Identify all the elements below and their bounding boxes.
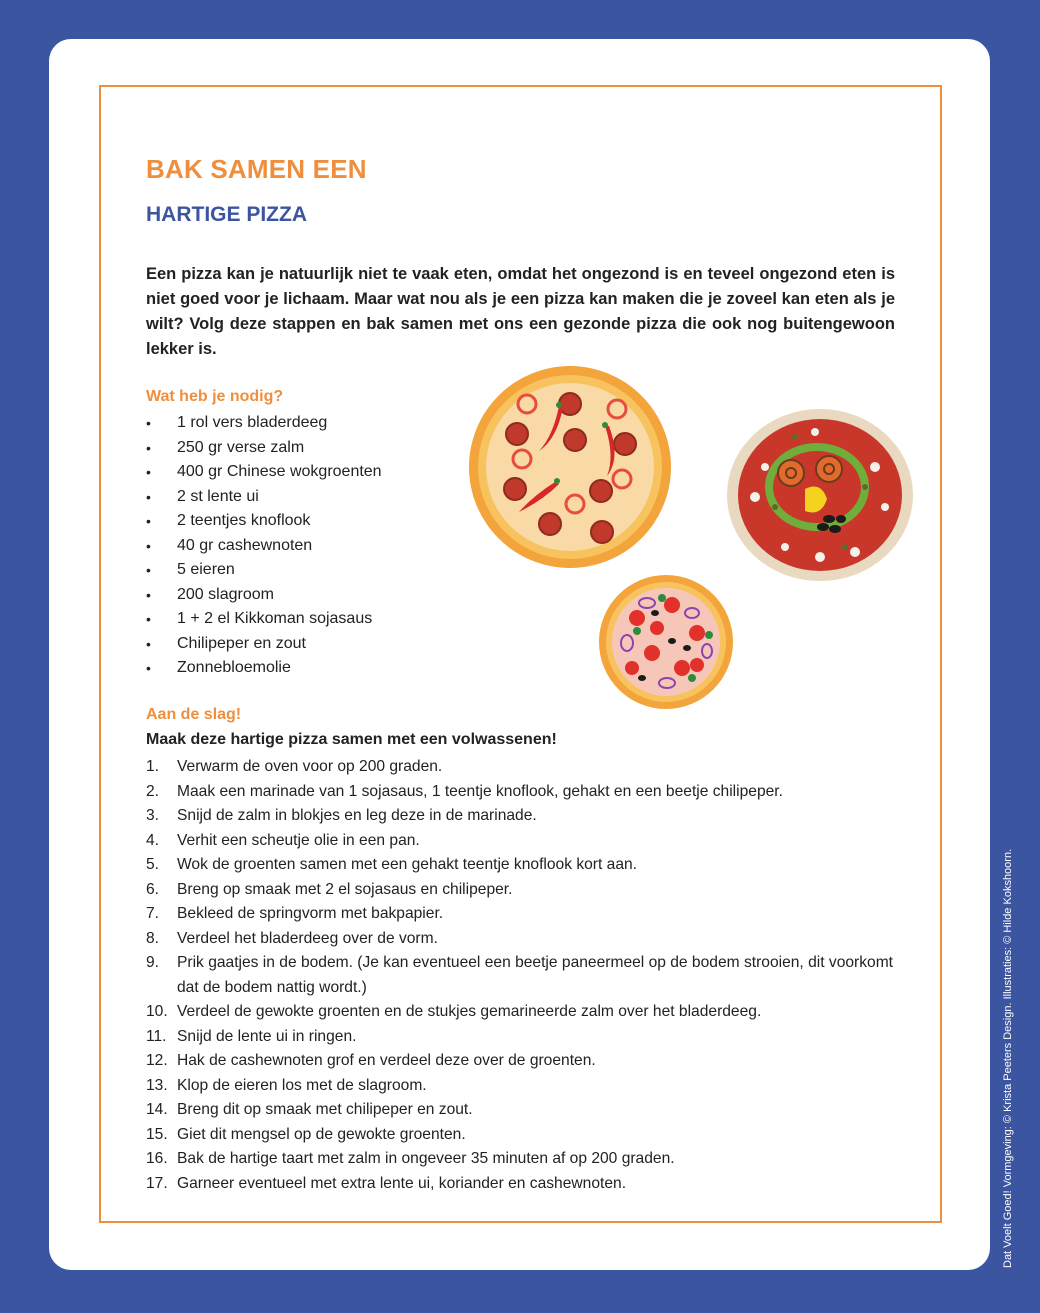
ingredient-item: [146, 558, 382, 583]
page-title: BAK SAMEN EEN: [146, 154, 367, 184]
step-number: 1.: [146, 758, 160, 775]
step-number: 7.: [146, 905, 160, 922]
ingredient-text: 200 slagroom: [177, 585, 274, 603]
ingredients-list: [146, 411, 382, 681]
ingredients-heading: Wat heb je nodig?: [146, 388, 284, 405]
step-text: Snijd de zalm in blokjes en leg deze in de marinade.: [177, 807, 537, 824]
instructions-list: [146, 755, 906, 1196]
ingredient-item: [146, 632, 382, 657]
instruction-step: [146, 927, 906, 952]
ingredient-item: [146, 583, 382, 608]
instructions-heading: Aan de slag!: [146, 706, 242, 723]
step-number: 12.: [146, 1052, 168, 1069]
step-text: Prik gaatjes in de bodem. (Je kan eventueel een beetje paneermeel op de bodem strooien, dit voorkomt dat de bodem nattig wordt.): [177, 954, 894, 996]
ingredient-item: [146, 534, 382, 559]
step-number: 4.: [146, 831, 160, 849]
bullet-icon: •: [146, 488, 151, 505]
step-text: Snijd de lente ui in ringen.: [177, 1027, 357, 1045]
step-number: 14.: [146, 1101, 168, 1118]
step-text: Giet dit mengsel op de gewokte groenten.: [177, 1125, 466, 1143]
instruction-step: [146, 951, 906, 1000]
tomato-olive-pizza-image: [597, 573, 735, 711]
step-text: Verdeel de gewokte groenten en de stukjes gemarineerde zalm over het bladerdeeg.: [177, 1003, 762, 1020]
step-text: Bekleed de springvorm met bakpapier.: [177, 905, 444, 922]
instructions-subheading: Maak deze hartige pizza samen met een volwassenen!: [146, 731, 557, 748]
bullet-icon: •: [146, 635, 151, 652]
bullet-icon: •: [146, 537, 151, 554]
instruction-step: [146, 902, 906, 927]
ingredient-text: 400 gr Chinese wokgroenten: [177, 463, 382, 480]
face-pizza-image: [725, 407, 915, 583]
step-number: 15.: [146, 1125, 168, 1143]
step-text: Bak de hartige taart met zalm in ongeveer 35 minuten af op 200 graden.: [177, 1150, 675, 1167]
step-text: Maak een marinade van 1 sojasaus, 1 teentje knoflook, gehakt en een beetje chilipeper.: [177, 782, 783, 800]
instruction-step: [146, 829, 906, 854]
step-number: 6.: [146, 880, 160, 898]
instruction-step: [146, 1123, 906, 1148]
ingredient-text: 250 gr verse zalm: [177, 438, 305, 456]
instruction-step: [146, 755, 906, 780]
instruction-step: [146, 878, 906, 903]
ingredient-text: 2 teentjes knoflook: [177, 512, 311, 529]
instruction-step: [146, 1172, 906, 1197]
ingredient-item: [146, 436, 382, 461]
bullet-icon: •: [146, 562, 151, 578]
ingredient-text: 5 eieren: [177, 561, 235, 578]
bullet-icon: •: [146, 415, 151, 431]
step-text: Klop de eieren los met de slagroom.: [177, 1076, 427, 1094]
step-number: 16.: [146, 1150, 168, 1167]
bullet-icon: •: [146, 611, 151, 627]
bullet-icon: •: [146, 464, 151, 480]
ingredient-item: [146, 607, 382, 632]
bullet-icon: •: [146, 660, 151, 676]
ingredient-text: 2 st lente ui: [177, 487, 259, 505]
ingredient-item: [146, 509, 382, 534]
instruction-step: [146, 780, 906, 805]
ingredient-text: 1 + 2 el Kikkoman sojasaus: [177, 610, 373, 627]
page-subtitle: HARTIGE PIZZA: [146, 203, 307, 226]
ingredient-text: 40 gr cashewnoten: [177, 536, 313, 554]
instruction-step: [146, 853, 906, 878]
ingredient-item: [146, 411, 382, 436]
ingredient-item: [146, 485, 382, 510]
step-number: 2.: [146, 782, 160, 800]
bullet-icon: •: [146, 439, 151, 456]
step-text: Wok de groenten samen met een gehakt teentje knoflook kort aan.: [177, 856, 638, 873]
step-text: Verdeel het bladerdeeg over de vorm.: [177, 929, 438, 947]
step-number: 3.: [146, 807, 160, 824]
instruction-step: [146, 1074, 906, 1099]
step-text: Hak de cashewnoten grof en verdeel deze over de groenten.: [177, 1052, 596, 1069]
pepperoni-pizza-image: [467, 364, 673, 570]
step-text: Breng dit op smaak met chilipeper en zout.: [177, 1101, 473, 1118]
step-number: 13.: [146, 1076, 168, 1094]
ingredient-text: Chilipeper en zout: [177, 634, 306, 652]
step-text: Breng op smaak met 2 el sojasaus en chilipeper.: [177, 880, 513, 898]
intro-paragraph: Een pizza kan je natuurlijk niet te vaak eten, omdat het ongezond is en teveel ongezond eten is niet goed voor je lichaam. Maar wat nou als je een pizza kan maken die je zoveel kan eten als je wilt? Volg deze stappen en bak samen met ons een gezonde pizza die ook nog buitengewoon lekker is.: [146, 265, 895, 358]
step-text: Verhit een scheutje olie in een pan.: [177, 831, 420, 849]
ingredient-text: Zonnebloemolie: [177, 659, 291, 676]
step-number: 11.: [146, 1027, 167, 1045]
step-number: 9.: [146, 954, 160, 971]
step-number: 10.: [146, 1003, 168, 1020]
instruction-step: [146, 804, 906, 829]
step-text: Garneer eventueel met extra lente ui, koriander en cashewnoten.: [177, 1174, 627, 1192]
step-text: Verwarm de oven voor op 200 graden.: [177, 758, 443, 775]
ingredient-item: [146, 460, 382, 485]
bullet-icon: •: [146, 513, 151, 529]
ingredient-text: 1 rol vers bladerdeeg: [177, 414, 328, 431]
instruction-step: [146, 1000, 906, 1025]
credit-text: Dat Voelt Goed! Vormgeving: © Krista Peeters Design. Illustraties: © Hilde Kokshoorn.: [1002, 848, 1014, 1268]
step-number: 8.: [146, 929, 160, 947]
ingredient-item: [146, 656, 382, 681]
step-number: 5.: [146, 856, 160, 873]
instruction-step: [146, 1025, 906, 1050]
bullet-icon: •: [146, 586, 151, 603]
instruction-step: [146, 1049, 906, 1074]
instruction-step: [146, 1098, 906, 1123]
step-number: 17.: [146, 1174, 168, 1192]
instruction-step: [146, 1147, 906, 1172]
